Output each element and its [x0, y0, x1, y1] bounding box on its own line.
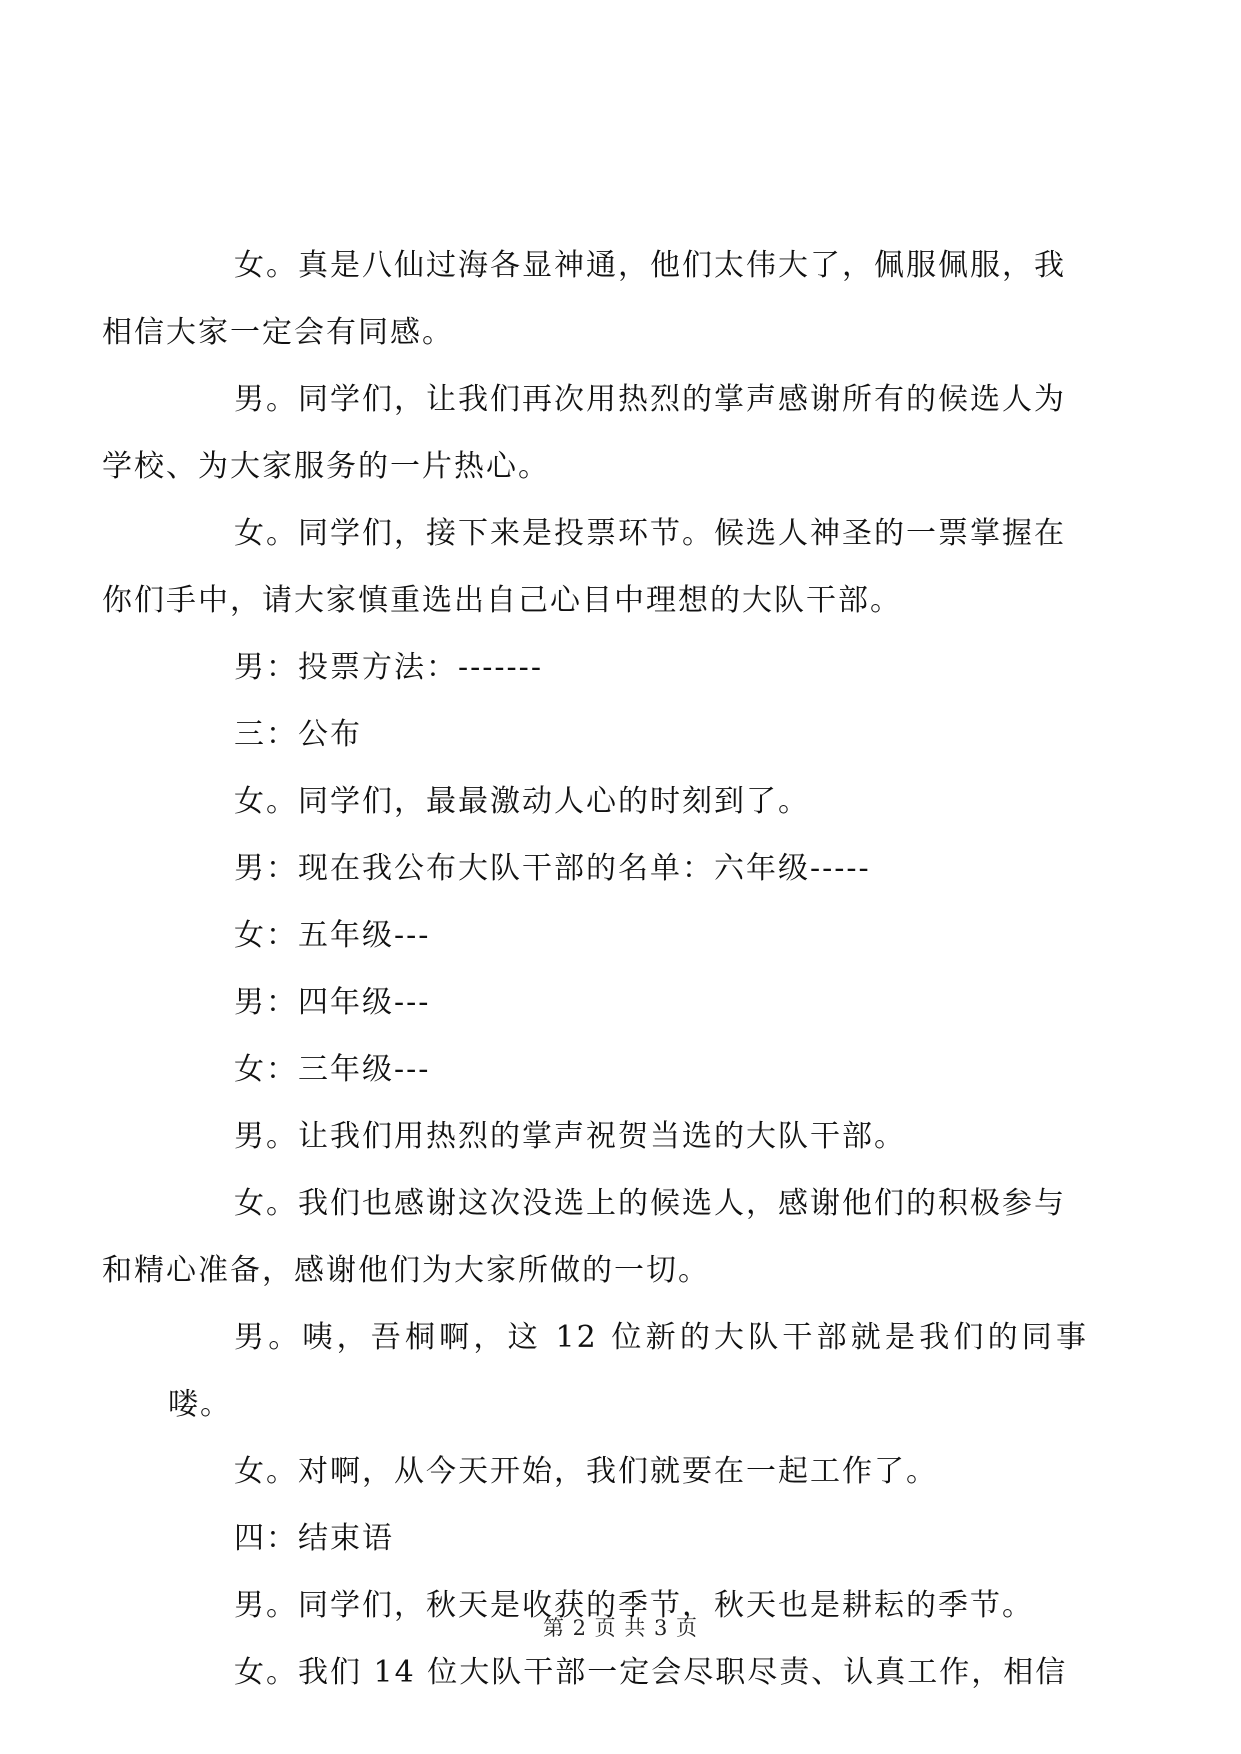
paragraph — [168, 1438, 1088, 1505]
text-line: 相信大家一定会有同感。 — [102, 315, 454, 350]
paragraph — [168, 1036, 1088, 1103]
text-line: 男。让我们用热烈的掌声祝贺当选的大队干部。 — [234, 1119, 906, 1154]
text-line: 你们手中，请大家慎重选出自己心目中理想的大队干部。 — [102, 583, 902, 618]
paragraph — [168, 835, 1088, 902]
paragraph — [102, 1170, 1088, 1304]
paragraph — [102, 500, 1088, 634]
text-line: 女：五年级--- — [234, 918, 431, 953]
paragraph — [168, 768, 1088, 835]
text-line: 四：结束语 — [234, 1521, 394, 1556]
text-line: 女。同学们，最最激动人心的时刻到了。 — [234, 784, 810, 819]
paragraph — [102, 232, 1088, 366]
page-footer: 第 2 页 共 3 页 — [542, 1616, 699, 1640]
text-line: 女。同学们，接下来是投票环节。候选人神圣的一票掌握在 — [234, 516, 1066, 551]
text-line: 女：三年级--- — [234, 1052, 431, 1087]
paragraph — [168, 969, 1088, 1036]
paragraph — [168, 634, 1088, 701]
text-line: 男。同学们，让我们再次用热烈的掌声感谢所有的候选人为 — [234, 382, 1066, 417]
paragraph — [168, 1304, 1088, 1438]
text-line: 男：四年级--- — [234, 985, 431, 1020]
text-line: 女。我们 14 位大队干部一定会尽职尽责、认真工作，相信 — [234, 1655, 1068, 1690]
text-line: 和精心准备，感谢他们为大家所做的一切。 — [102, 1253, 710, 1288]
text-line: 学校、为大家服务的一片热心。 — [102, 449, 550, 484]
paragraph — [168, 701, 1088, 768]
text-line: 男：投票方法：------- — [234, 650, 543, 685]
paragraph — [168, 1505, 1088, 1572]
text-line: 女。真是八仙过海各显神通，他们太伟大了，佩服佩服，我 — [234, 248, 1066, 283]
text-line: 男：现在我公布大队干部的名单：六年级----- — [234, 851, 871, 886]
text-line: 三：公布 — [234, 717, 362, 752]
text-line: 男。咦，吾桐啊，这 12 位新的大队干部就是我们的同事喽。 — [168, 1320, 1088, 1422]
paragraph — [168, 1639, 1088, 1706]
text-line: 男。同学们，秋天是收获的季节，秋天也是耕耘的季节。 — [234, 1588, 1034, 1623]
paragraph — [168, 1103, 1088, 1170]
paragraph — [168, 902, 1088, 969]
paragraph — [102, 366, 1088, 500]
document-body — [102, 232, 1088, 1706]
text-line: 女。我们也感谢这次没选上的候选人，感谢他们的积极参与 — [234, 1186, 1066, 1221]
text-line: 女。对啊，从今天开始，我们就要在一起工作了。 — [234, 1454, 938, 1489]
